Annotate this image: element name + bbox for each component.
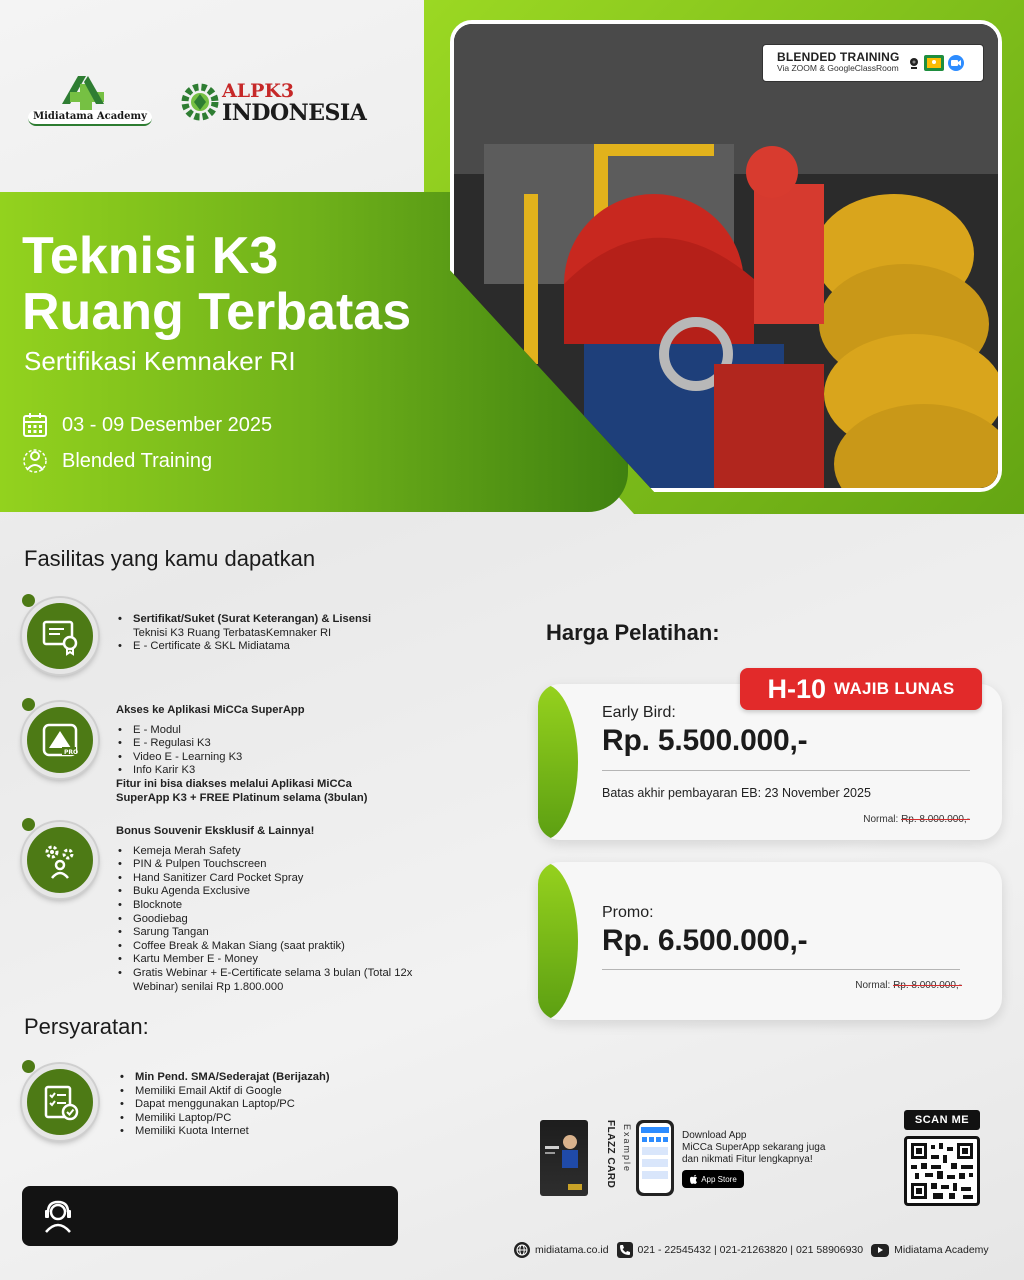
normal-prefix: Normal:: [855, 980, 891, 991]
promo-card: [538, 862, 1002, 1020]
blended-training-badge: [762, 44, 984, 82]
contact-bar[interactable]: [22, 1186, 398, 1246]
blended-badge-title: BLENDED TRAINING: [777, 50, 900, 64]
requirement-item: • Memiliki Email Aktif di Google: [118, 1085, 418, 1099]
youtube-icon: [871, 1244, 889, 1257]
page-subtitle: Sertifikasi Kemnaker RI: [24, 346, 296, 376]
footer-phones[interactable]: [617, 1242, 864, 1258]
qr-code-icon: [911, 1143, 973, 1199]
card-divider: [602, 969, 960, 970]
card-accent: [538, 684, 578, 840]
download-app-text: [682, 1130, 862, 1166]
facility-item: • Coffee Break & Makan Siang (saat praktik): [116, 940, 456, 954]
card-accent: [538, 862, 578, 1020]
facility-item: • Buku Agenda Exclusive: [116, 885, 456, 899]
promo-label: Promo:: [602, 904, 654, 921]
facility-group-app: [116, 704, 446, 805]
requirements-list: [118, 1071, 418, 1139]
card-divider: [602, 770, 970, 771]
certificate-icon: [22, 598, 98, 674]
phone-icon: [617, 1242, 633, 1258]
facility-item: • Hand Sanitizer Card Pocket Spray: [116, 872, 456, 886]
facility-item: • E - Certificate & SKL Midiatama: [116, 640, 436, 654]
timeline-dot: [22, 818, 35, 831]
facility-note: SuperApp K3 + FREE Platinum selama (3bulan): [116, 791, 368, 804]
page-title-line2: Ruang Terbatas: [22, 283, 412, 341]
h10-badge-small: WAJIB LUNAS: [834, 679, 955, 698]
training-mode-text: Blended Training: [62, 449, 213, 472]
facility-item-sub: Webinar) senilai Rp 1.800.000: [133, 980, 284, 993]
early-bird-price: Rp. 5.500.000,-: [602, 724, 808, 757]
midiatama-cross-icon: [24, 70, 154, 114]
footer-website[interactable]: [514, 1242, 609, 1258]
app-store-button[interactable]: [682, 1170, 744, 1188]
timeline-dot: [22, 698, 35, 711]
svg-text:PRO: PRO: [64, 749, 79, 756]
facility-item: • PIN & Pulpen Touchscreen: [116, 858, 456, 872]
download-line: MiCCa SuperApp sekarang juga: [682, 1142, 826, 1153]
early-bird-normal-price: [863, 814, 970, 825]
facility-group-head: Akses ke Aplikasi MiCCa SuperApp: [116, 704, 305, 716]
facility-item: • Sarung Tangan: [116, 926, 456, 940]
normal-prefix: Normal:: [863, 814, 899, 825]
facility-item: • Sertifikat/Suket (Surat Keterangan) & Lisensi: [116, 613, 436, 627]
facility-item: • Gratis Webinar + E-Certificate selama 3 bulan (Total 12x: [116, 967, 456, 981]
normal-value: Rp. 8.000.000,-: [901, 814, 970, 825]
blended-badge-subtitle: Via ZOOM & GoogleClassRoom: [777, 63, 899, 73]
flazz-card-subtitle: Example: [622, 1124, 632, 1174]
h10-badge: [740, 668, 982, 710]
facility-group-head: Bonus Souvenir Eksklusif & Lainnya!: [116, 825, 315, 837]
globe-icon: [514, 1242, 530, 1258]
footer-website-text: midiatama.co.id: [535, 1244, 609, 1256]
facility-item-sub: Teknisi K3 Ruang TerbatasKemnaker RI: [133, 626, 332, 639]
training-mode: [22, 448, 212, 474]
requirement-item: • Memiliki Kuota Internet: [118, 1125, 418, 1139]
timeline-dot: [22, 594, 35, 607]
scan-me-label: SCAN ME: [904, 1110, 980, 1130]
promo-normal-price: [855, 980, 962, 991]
flazz-card-title: FLAZZ CARD: [605, 1120, 616, 1189]
facility-item: • Kemeja Merah Safety: [116, 845, 456, 859]
checklist-icon: [22, 1064, 98, 1140]
facility-group-certificate: [116, 613, 436, 654]
facility-group-bonus: [116, 825, 456, 994]
google-classroom-icon: [924, 55, 944, 71]
gear-icon: [180, 80, 220, 124]
qr-code[interactable]: [904, 1136, 980, 1206]
alpk3-logo: [180, 78, 367, 128]
app-store-label: App Store: [701, 1174, 737, 1184]
training-date: [22, 412, 272, 438]
h10-badge-big: H-10: [767, 673, 827, 704]
requirements-title: Persyaratan:: [24, 1014, 149, 1039]
facility-note: Fitur ini bisa diakses melalui Aplikasi MiCCa: [116, 777, 352, 790]
facility-item: • Blocknote: [116, 899, 456, 913]
calendar-icon: [22, 412, 48, 438]
download-line: Download App: [682, 1130, 747, 1141]
timeline-dot: [22, 1060, 35, 1073]
facility-item: • E - Regulasi K3: [116, 737, 446, 751]
alpk3-country: INDONESIA: [222, 100, 367, 126]
webcam-icon: [908, 57, 920, 69]
training-date-text: 03 - 09 Desember 2025: [62, 413, 273, 436]
midiatama-label: Midiatama Academy: [28, 110, 152, 126]
requirement-item: • Min Pend. SMA/Sederajat (Berijazah): [118, 1071, 418, 1085]
micca-app-icon: [22, 702, 98, 778]
requirement-item: • Memiliki Laptop/PC: [118, 1112, 418, 1126]
footer-phones-text: 021 - 22545432 | 021-21263820 | 021 58906930: [637, 1244, 864, 1256]
training-mode-icon: [22, 448, 48, 474]
apple-icon: [689, 1174, 698, 1184]
footer-youtube-text: Midiatama Academy: [894, 1244, 989, 1256]
footer: [514, 1242, 989, 1258]
gears-person-icon: [22, 822, 98, 898]
facility-item: • Video E - Learning K3: [116, 751, 446, 765]
facility-item: • Goodiebag: [116, 913, 456, 927]
zoom-icon: [948, 55, 964, 71]
phone-mockup: [636, 1120, 674, 1196]
facility-item: • Info Karir K3: [116, 764, 446, 778]
page-title-line1: Teknisi K3: [22, 227, 279, 285]
facilities-title: Fasilitas yang kamu dapatkan: [24, 546, 316, 571]
customer-service-icon: [40, 1198, 76, 1234]
promo-price: Rp. 6.500.000,-: [602, 924, 808, 957]
facility-item: • E - Modul: [116, 724, 446, 738]
requirement-item: • Dapat menggunakan Laptop/PC: [118, 1098, 418, 1112]
alpk3-text: ALPK3: [222, 80, 295, 102]
early-bird-label: Early Bird:: [602, 704, 676, 721]
flazz-card-image: [540, 1120, 588, 1196]
footer-youtube[interactable]: [871, 1244, 989, 1257]
midiatama-logo: [24, 70, 154, 130]
early-bird-deadline: Batas akhir pembayaran EB: 23 November 2025: [602, 786, 871, 800]
pricing-title: Harga Pelatihan:: [546, 620, 720, 645]
facility-item: • Kartu Member E - Money: [116, 953, 456, 967]
download-line: dan nikmati Fitur lengkapnya!: [682, 1154, 813, 1165]
normal-value: Rp. 8.000.000,-: [893, 980, 962, 991]
